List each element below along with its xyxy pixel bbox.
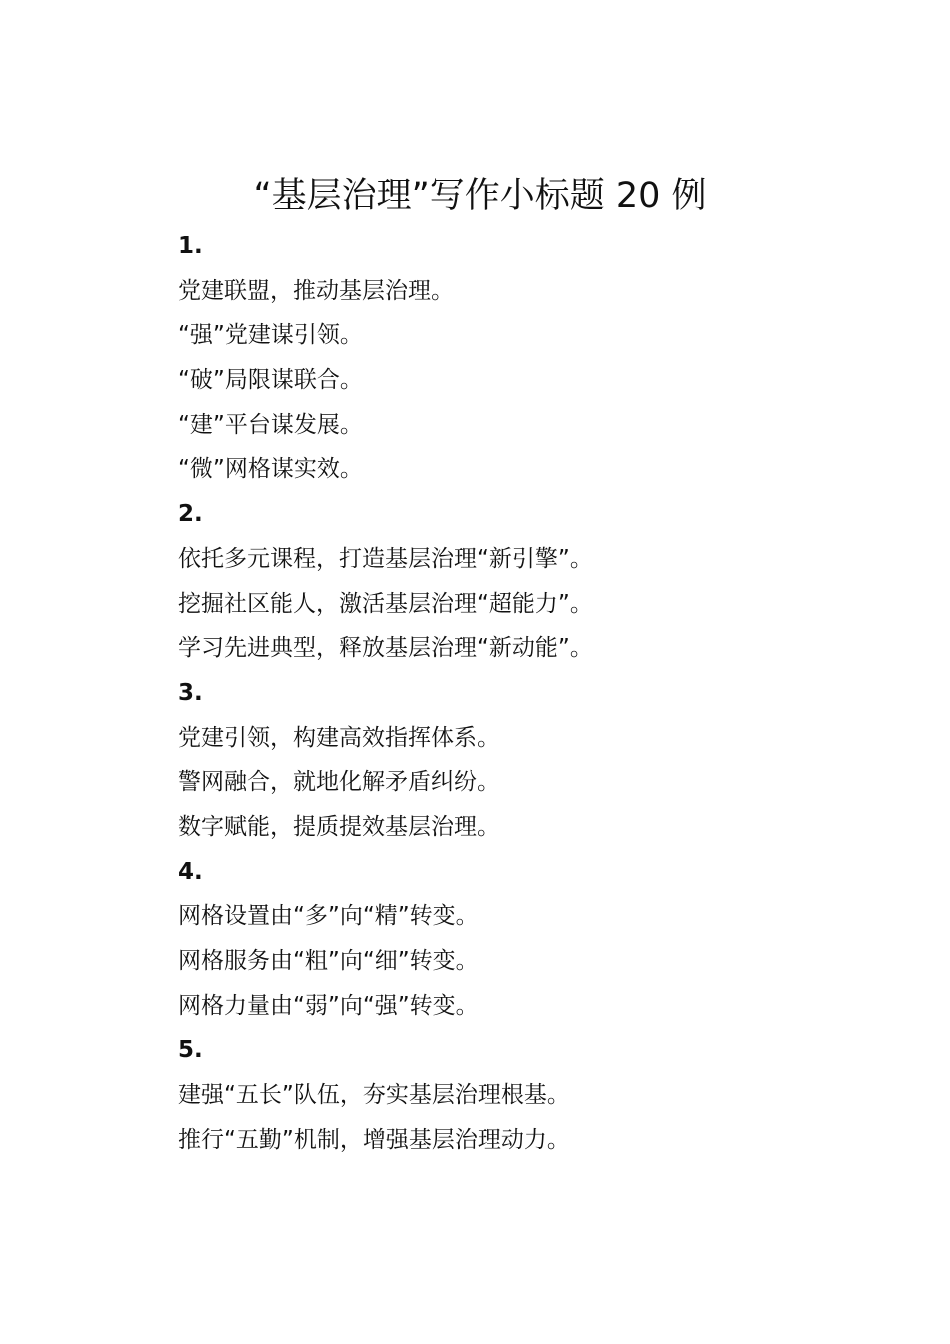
- section-number: 3.: [178, 679, 203, 706]
- section-line: “破”局限谋联合。: [178, 367, 363, 394]
- section-4: [178, 850, 878, 1029]
- section-line: 依托多元课程，打造基层治理“新引擎”。: [178, 545, 593, 572]
- section-number: 1.: [178, 233, 203, 259]
- document-body: [178, 224, 878, 1162]
- section-line: 党建联盟，推动基层治理。: [178, 277, 454, 304]
- section-5: [178, 1028, 878, 1162]
- section-line: 网格设置由“多”向“精”转变。: [178, 903, 479, 930]
- section-1: [178, 224, 878, 492]
- section-line: 网格力量由“弱”向“强”转变。: [178, 992, 479, 1019]
- section-line: 网格服务由“粗”向“细”转变。: [178, 948, 479, 974]
- section-line: “建”平台谋发展。: [178, 411, 363, 438]
- section-line: 警网融合，就地化解矛盾纠纷。: [178, 769, 500, 796]
- section-line: “微”网格谋实效。: [178, 456, 363, 483]
- section-line: 推行“五勤”机制，增强基层治理动力。: [178, 1126, 570, 1153]
- section-line: 挖掘社区能人，激活基层治理“超能力”。: [178, 590, 593, 617]
- document-title: “基层治理”写作小标题 20 例: [253, 176, 707, 216]
- section-3: [178, 671, 878, 850]
- section-line: “强”党建谋引领。: [178, 322, 363, 349]
- section-line: 建强“五长”队伍，夯实基层治理根基。: [178, 1082, 570, 1109]
- section-number: 2.: [178, 501, 203, 528]
- section-line: 党建引领，构建高效指挥体系。: [178, 724, 500, 751]
- section-number: 5.: [178, 1037, 203, 1064]
- section-2: [178, 492, 878, 671]
- section-line: 学习先进典型，释放基层治理“新动能”。: [178, 635, 593, 662]
- section-line: 数字赋能，提质提效基层治理。: [178, 813, 500, 840]
- section-number: 4.: [178, 858, 203, 885]
